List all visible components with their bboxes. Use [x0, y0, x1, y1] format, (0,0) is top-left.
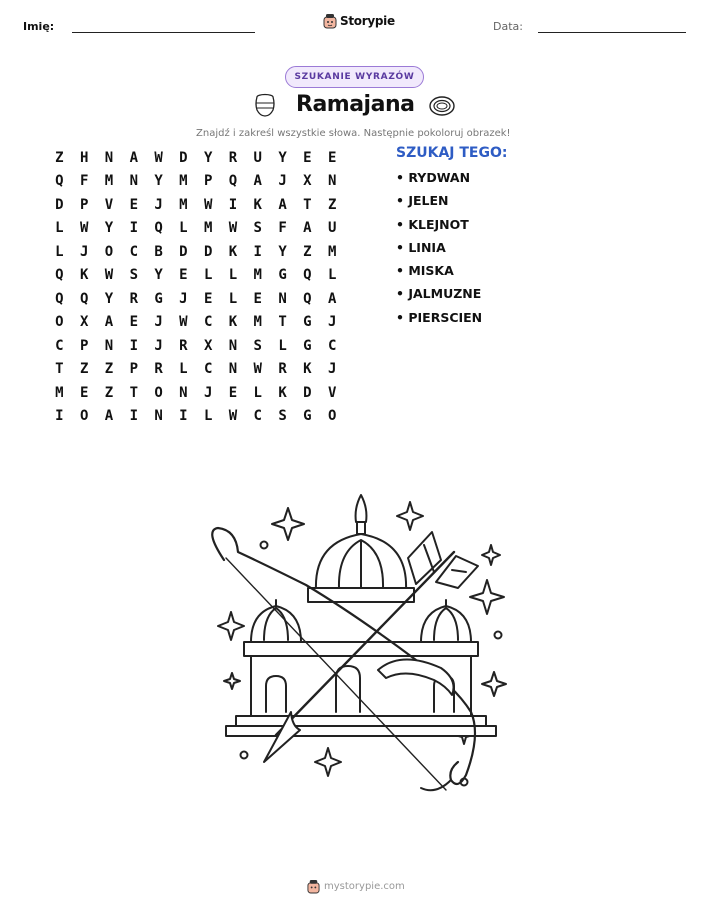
grid-letter[interactable]: N: [179, 384, 188, 401]
grid-letter[interactable]: R: [154, 361, 163, 378]
grid-letter[interactable]: D: [203, 243, 213, 260]
grid-letter[interactable]: S: [253, 337, 262, 354]
grid-letter[interactable]: W: [154, 149, 163, 166]
grid-letter[interactable]: K: [79, 267, 89, 284]
grid-letter[interactable]: Z: [327, 196, 337, 213]
grid-letter[interactable]: S: [129, 267, 138, 284]
grid-letter[interactable]: M: [327, 243, 337, 260]
grid-letter[interactable]: O: [327, 408, 337, 425]
grid-letter[interactable]: D: [303, 384, 312, 401]
grid-letter[interactable]: J: [179, 290, 188, 307]
grid-letter[interactable]: K: [253, 196, 262, 213]
grid-letter[interactable]: F: [79, 173, 89, 190]
grid-letter[interactable]: X: [303, 173, 312, 190]
name-label: Imię:: [23, 20, 55, 33]
date-label: Data:: [493, 20, 523, 33]
grid-letter[interactable]: A: [104, 314, 114, 331]
grid-letter[interactable]: L: [228, 267, 238, 284]
grid-letter[interactable]: C: [55, 337, 64, 354]
grid-letter[interactable]: W: [228, 408, 238, 425]
grid-letter[interactable]: Y: [278, 243, 287, 260]
grid-letter[interactable]: W: [179, 314, 188, 331]
grid-letter[interactable]: V: [327, 384, 337, 401]
grid-letter[interactable]: T: [278, 314, 287, 331]
grid-letter[interactable]: T: [303, 196, 312, 213]
grid-letter[interactable]: N: [104, 337, 114, 354]
grid-letter[interactable]: G: [154, 290, 163, 307]
ring-icon: [428, 94, 456, 118]
grid-letter[interactable]: O: [104, 243, 114, 260]
brand-logo: [323, 13, 395, 29]
grid-letter[interactable]: B: [154, 243, 163, 260]
grid-letter[interactable]: E: [327, 149, 337, 166]
pot-icon: [252, 92, 278, 118]
grid-letter[interactable]: Z: [303, 243, 312, 260]
grid-letter[interactable]: R: [179, 337, 188, 354]
grid-letter[interactable]: E: [303, 149, 312, 166]
grid-letter[interactable]: I: [253, 243, 262, 260]
grid-letter[interactable]: A: [253, 173, 262, 190]
grid-letter[interactable]: A: [303, 220, 312, 237]
grid-letter[interactable]: J: [203, 384, 213, 401]
grid-letter[interactable]: F: [278, 220, 287, 237]
grid-letter[interactable]: I: [55, 408, 64, 425]
grid-letter[interactable]: I: [179, 408, 188, 425]
storypie-mascot-icon: [307, 879, 320, 894]
grid-letter[interactable]: Y: [203, 149, 213, 166]
category-badge: SZUKANIE WYRAZÓW: [285, 66, 424, 88]
grid-letter[interactable]: J: [79, 243, 89, 260]
grid-letter[interactable]: G: [278, 267, 287, 284]
grid-letter[interactable]: Z: [79, 361, 89, 378]
grid-letter[interactable]: Z: [104, 361, 114, 378]
grid-letter[interactable]: W: [228, 220, 238, 237]
word-list-item: • JELEN: [396, 193, 449, 209]
grid-letter[interactable]: E: [253, 290, 262, 307]
grid-letter[interactable]: C: [129, 243, 138, 260]
word-list-item: • LINIA: [396, 239, 446, 255]
word-list-heading: SZUKAJ TEGO:: [396, 145, 508, 161]
grid-letter[interactable]: L: [228, 290, 238, 307]
grid-letter[interactable]: C: [203, 361, 213, 378]
grid-letter[interactable]: E: [79, 384, 89, 401]
grid-letter[interactable]: L: [179, 361, 188, 378]
grid-letter[interactable]: W: [104, 267, 114, 284]
grid-letter[interactable]: E: [129, 196, 138, 213]
page-title: Ramajana: [296, 92, 415, 117]
grid-letter[interactable]: M: [104, 173, 114, 190]
grid-letter[interactable]: P: [203, 173, 213, 190]
grid-letter[interactable]: I: [129, 220, 138, 237]
grid-letter[interactable]: L: [253, 384, 262, 401]
grid-letter[interactable]: C: [253, 408, 262, 425]
grid-letter[interactable]: N: [228, 337, 238, 354]
grid-letter[interactable]: K: [303, 361, 312, 378]
brand-name: Storypie: [340, 14, 395, 28]
word-list: [396, 145, 507, 333]
storypie-mascot-icon: [323, 13, 337, 29]
grid-letter[interactable]: M: [253, 314, 262, 331]
grid-letter[interactable]: E: [203, 290, 213, 307]
grid-letter[interactable]: L: [55, 243, 64, 260]
grid-letter[interactable]: G: [303, 337, 312, 354]
grid-letter[interactable]: Y: [104, 290, 114, 307]
grid-letter[interactable]: E: [179, 267, 188, 284]
grid-letter[interactable]: M: [253, 267, 262, 284]
grid-letter[interactable]: N: [228, 361, 238, 378]
grid-letter[interactable]: O: [55, 314, 64, 331]
grid-letter[interactable]: Z: [104, 384, 114, 401]
grid-letter[interactable]: D: [55, 196, 64, 213]
grid-letter[interactable]: R: [129, 290, 138, 307]
grid-letter[interactable]: P: [129, 361, 138, 378]
grid-letter[interactable]: T: [55, 361, 64, 378]
grid-letter[interactable]: R: [228, 149, 238, 166]
temple-bow-arrow-illustration: [196, 490, 516, 805]
grid-letter[interactable]: G: [303, 314, 312, 331]
grid-letter[interactable]: L: [203, 408, 213, 425]
grid-letter[interactable]: Q: [154, 220, 163, 237]
footer: [307, 879, 405, 894]
grid-letter[interactable]: J: [327, 314, 337, 331]
grid-letter[interactable]: Q: [303, 290, 312, 307]
grid-letter[interactable]: A: [327, 290, 337, 307]
grid-letter[interactable]: Q: [55, 267, 64, 284]
grid-letter[interactable]: K: [228, 243, 238, 260]
grid-letter[interactable]: A: [278, 196, 287, 213]
grid-letter[interactable]: O: [79, 408, 89, 425]
grid-letter[interactable]: G: [303, 408, 312, 425]
grid-letter[interactable]: Q: [228, 173, 238, 190]
word-list-item: • MISKA: [396, 263, 454, 279]
grid-letter[interactable]: J: [327, 361, 337, 378]
grid-letter[interactable]: W: [79, 220, 89, 237]
grid-letter[interactable]: N: [104, 149, 114, 166]
grid-letter[interactable]: J: [154, 196, 163, 213]
grid-letter[interactable]: V: [104, 196, 114, 213]
grid-letter[interactable]: M: [203, 220, 213, 237]
grid-letter[interactable]: Y: [154, 173, 163, 190]
letter-grid: [47, 146, 345, 428]
grid-letter[interactable]: N: [154, 408, 163, 425]
grid-letter[interactable]: Q: [79, 290, 89, 307]
grid-letter[interactable]: C: [203, 314, 213, 331]
grid-letter[interactable]: Z: [55, 149, 64, 166]
grid-letter[interactable]: J: [154, 314, 163, 331]
word-list-item: • KLEJNOT: [396, 216, 469, 232]
grid-letter[interactable]: U: [253, 149, 262, 166]
grid-letter[interactable]: Q: [55, 173, 64, 190]
grid-letter[interactable]: M: [179, 196, 188, 213]
grid-letter[interactable]: I: [129, 408, 138, 425]
grid-letter[interactable]: T: [129, 384, 138, 401]
grid-letter[interactable]: P: [79, 337, 89, 354]
grid-letter[interactable]: U: [327, 220, 337, 237]
grid-letter[interactable]: W: [203, 196, 213, 213]
grid-letter[interactable]: Y: [154, 267, 163, 284]
grid-letter[interactable]: K: [228, 314, 238, 331]
grid-letter[interactable]: W: [253, 361, 262, 378]
grid-letter[interactable]: R: [278, 361, 287, 378]
grid-letter[interactable]: I: [228, 196, 238, 213]
grid-letter[interactable]: Y: [278, 149, 287, 166]
grid-letter[interactable]: X: [203, 337, 213, 354]
grid-letter[interactable]: N: [129, 173, 138, 190]
grid-letter[interactable]: S: [253, 220, 262, 237]
grid-letter[interactable]: K: [278, 384, 287, 401]
date-line: [538, 32, 686, 33]
grid-letter[interactable]: E: [129, 314, 138, 331]
grid-letter[interactable]: O: [154, 384, 163, 401]
grid-letter[interactable]: C: [327, 337, 337, 354]
grid-letter[interactable]: P: [79, 196, 89, 213]
word-list-item: • JALMUZNE: [396, 286, 482, 302]
footer-url[interactable]: mystorypie.com: [324, 881, 405, 892]
name-line: [72, 32, 255, 33]
grid-letter[interactable]: J: [278, 173, 287, 190]
grid-letter[interactable]: M: [55, 384, 64, 401]
grid-letter[interactable]: D: [179, 149, 188, 166]
grid-letter[interactable]: Q: [303, 267, 312, 284]
word-list-item: • RYDWAN: [396, 170, 471, 185]
grid-letter[interactable]: N: [278, 290, 287, 307]
grid-letter[interactable]: Q: [55, 290, 64, 307]
grid-letter[interactable]: J: [154, 337, 163, 354]
grid-letter[interactable]: E: [228, 384, 238, 401]
grid-letter[interactable]: M: [179, 173, 188, 190]
grid-letter[interactable]: D: [179, 243, 188, 260]
grid-letter[interactable]: X: [79, 314, 89, 331]
grid-letter[interactable]: S: [278, 408, 287, 425]
grid-letter[interactable]: A: [104, 408, 114, 425]
grid-letter[interactable]: L: [327, 267, 337, 284]
grid-letter[interactable]: Y: [104, 220, 114, 237]
grid-letter[interactable]: H: [79, 149, 89, 166]
grid-letter[interactable]: I: [129, 337, 138, 354]
grid-letter[interactable]: L: [55, 220, 64, 237]
word-list-item: • PIERSCIEN: [396, 309, 483, 325]
grid-letter[interactable]: L: [203, 267, 213, 284]
grid-letter[interactable]: L: [278, 337, 287, 354]
grid-letter[interactable]: L: [179, 220, 188, 237]
grid-letter[interactable]: N: [327, 173, 337, 190]
grid-letter[interactable]: A: [129, 149, 138, 166]
instructions: Znajdź i zakreśl wszystkie słowa. Następnie pokoloruj obrazek!: [196, 128, 511, 139]
